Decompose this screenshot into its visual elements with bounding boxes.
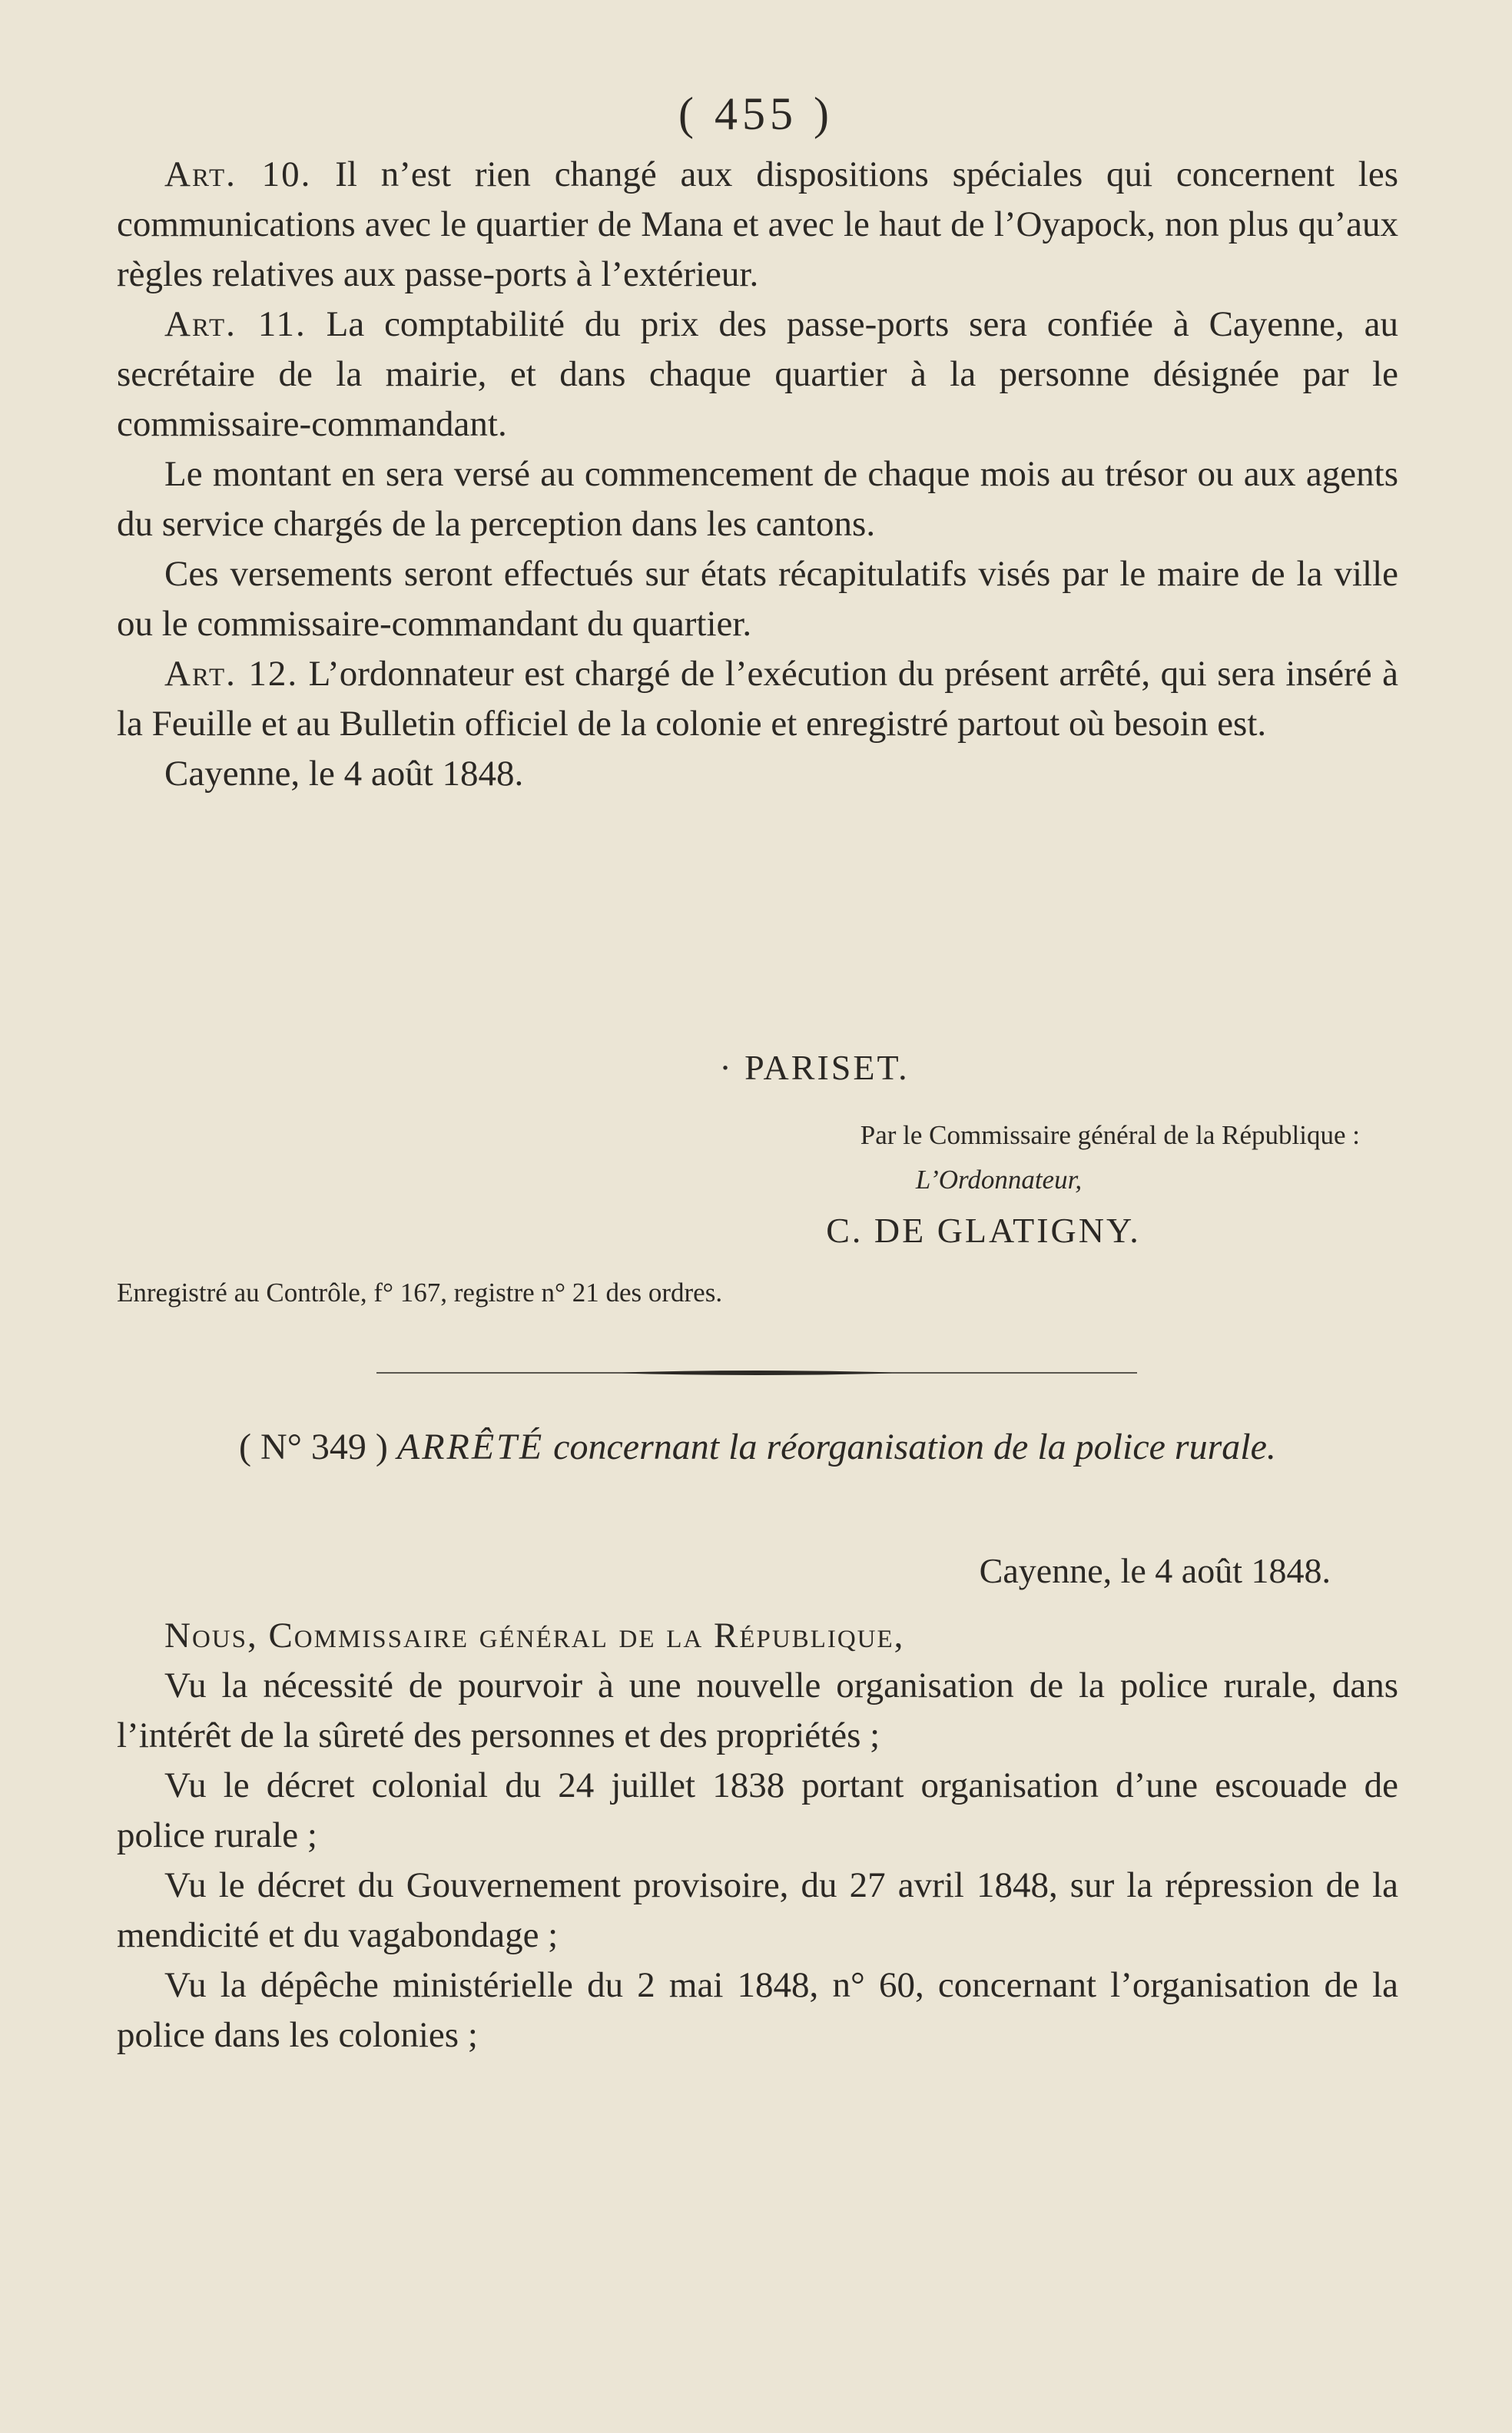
- registration-note: Enregistré au Contrôle, f° 167, registre n° 21 des ordres.: [117, 1278, 723, 1308]
- article-11: [117, 300, 1398, 449]
- first-decree-body: [117, 150, 1398, 799]
- article-text: L’ordonnateur est chargé de l’exécution du présent arrêté, qui sera inséré à la Feuille et au Bulletin officiel de la colonie et enregistré partout où besoin est.: [117, 654, 1398, 744]
- decree-title-rest: concernant la réorganisation de la police rurale.: [553, 1427, 1276, 1467]
- article-12: [117, 649, 1398, 749]
- signatory-pariset: · PARISET.: [719, 1048, 910, 1087]
- vu-paragraph: Vu la nécessité de pourvoir à une nouvelle organisation de la police rurale, dans l’intérêt de la sûreté des personnes et des propriétés ;: [117, 1666, 1398, 1755]
- article-lead: Art. 12.: [164, 654, 299, 694]
- decree-date: Cayenne, le 4 août 1848.: [979, 1551, 1331, 1590]
- decree-title-word: ARRÊTÉ: [396, 1427, 545, 1467]
- countersign-title: L’Ordonnateur,: [915, 1165, 1083, 1195]
- decree-date: Cayenne, le 4 août 1848.: [164, 754, 524, 794]
- vu-paragraph: Vu la dépêche ministérielle du 2 mai 1848, n° 60, concernant l’organisation de la police dans les colonies ;: [117, 1965, 1398, 2055]
- article-10: [117, 150, 1398, 300]
- article-lead: Art. 10.: [164, 154, 312, 194]
- paragraph-text: Le montant en sera versé au commencement de chaque mois au trésor ou aux agents du service chargés de la perception dans les cantons.: [117, 454, 1398, 544]
- paragraph-montant: [117, 449, 1398, 549]
- countersign-intro: Par le Commissaire général de la République :: [860, 1120, 1360, 1150]
- decree-title: [117, 1423, 1398, 1472]
- decree-number: ( N° 349 ): [239, 1427, 388, 1467]
- article-text: La comptabilité du prix des passe-ports sera confiée à Cayenne, au secrétaire de la mairie, et dans chaque quartier à la personne désignée par le commissaire-commandant.: [117, 304, 1398, 444]
- second-decree-body: [117, 1611, 1398, 2060]
- section-divider: [376, 1367, 1137, 1377]
- vu-paragraph: Vu le décret du Gouvernement provisoire, du 27 avril 1848, sur la répression de la mendicité et du vagabondage ;: [117, 1865, 1398, 1955]
- page-number: ( 455 ): [678, 88, 834, 139]
- paragraph-versements: [117, 549, 1398, 649]
- countersign-name: C. DE GLATIGNY.: [826, 1211, 1141, 1250]
- article-lead: Art. 11.: [164, 304, 307, 344]
- article-text: Il n’est rien changé aux dispositions spéciales qui concernent les communications avec le quartier de Mana et avec le haut de l’Oyapock, non plus qu’aux règles relatives aux passe-ports à l’extérieur.: [117, 154, 1398, 294]
- paragraph-text: Ces versements seront effectués sur états récapitulatifs visés par le maire de la ville ou le commissaire-commandant du quartier.: [117, 554, 1398, 644]
- decree-opening: Nous, Commissaire général de la République,: [164, 1616, 905, 1656]
- vu-paragraph: Vu le décret colonial du 24 juillet 1838 portant organisation d’une escouade de police rurale ;: [117, 1765, 1398, 1855]
